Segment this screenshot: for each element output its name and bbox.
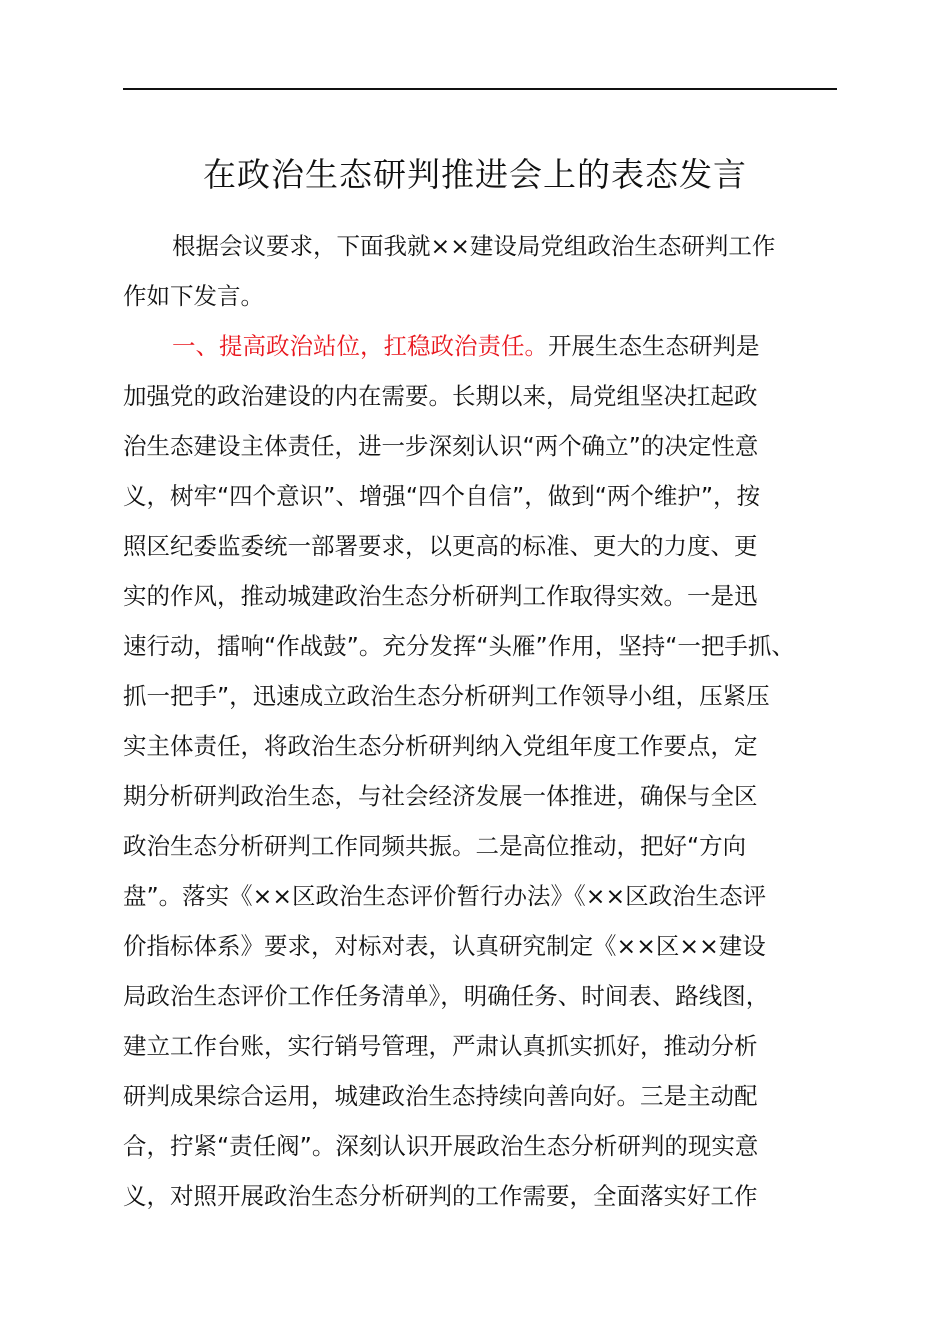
paragraph-line: 实主体责任，将政治生态分析研判纳入党组年度工作要点，定 [123, 732, 758, 760]
paragraph-line: 盘”。落实《××区政治生态评价暂行办法》《××区政治生态评 [123, 882, 767, 910]
paragraph-line: 期分析研判政治生态，与社会经济发展一体推进，确保与全区 [123, 782, 758, 810]
paragraph-line: 义，对照开展政治生态分析研判的工作需要，全面落实好工作 [123, 1182, 758, 1210]
paragraph-line: 抓一把手”，迅速成立政治生态分析研判工作领导小组，压紧压 [123, 682, 770, 710]
paragraph-line: 速行动，擂响“作战鼓”。充分发挥“头雁”作用，坚持“一把手抓、 [123, 632, 795, 660]
section-heading: 一、提高政治站位，扛稳政治责任。 [172, 332, 548, 360]
document-title: 在政治生态研判推进会上的表态发言 [203, 155, 747, 194]
paragraph-line: 局政治生态评价工作任务清单》，明确任务、时间表、路线图， [123, 982, 770, 1010]
paragraph-line: 照区纪委监委统一部署要求，以更高的标准、更大的力度、更 [123, 532, 758, 560]
paragraph-line: 合，拧紧“责任阀”。深刻认识开展政治生态分析研判的现实意 [123, 1132, 759, 1160]
paragraph-line: 作如下发言。 [123, 282, 264, 310]
paragraph-line: 建立工作台账，实行销号管理，严肃认真抓实抓好，推动分析 [123, 1032, 758, 1060]
paragraph-line: 根据会议要求，下面我就××建设局党组政治生态研判工作 [172, 232, 776, 260]
paragraph-line: 治生态建设主体责任，进一步深刻认识“两个确立”的决定性意 [123, 432, 759, 460]
paragraph-line: 加强党的政治建设的内在需要。长期以来，局党组坚决扛起政 [123, 382, 758, 410]
paragraph-line [172, 328, 760, 364]
paragraph-line: 实的作风，推动城建政治生态分析研判工作取得实效。一是迅 [123, 582, 758, 610]
paragraph-text: 开展生态生态研判是 [548, 332, 760, 360]
header-rule [123, 88, 837, 90]
paragraph-line: 政治生态分析研判工作同频共振。二是高位推动，把好“方向 [123, 832, 747, 860]
paragraph-line: 价指标体系》要求，对标对表，认真研究制定《××区××建设 [123, 932, 766, 960]
paragraph-line: 义，树牢“四个意识”、增强“四个自信”，做到“两个维护”，按 [123, 482, 761, 510]
paragraph-line: 研判成果综合运用，城建政治生态持续向善向好。三是主动配 [123, 1082, 758, 1110]
